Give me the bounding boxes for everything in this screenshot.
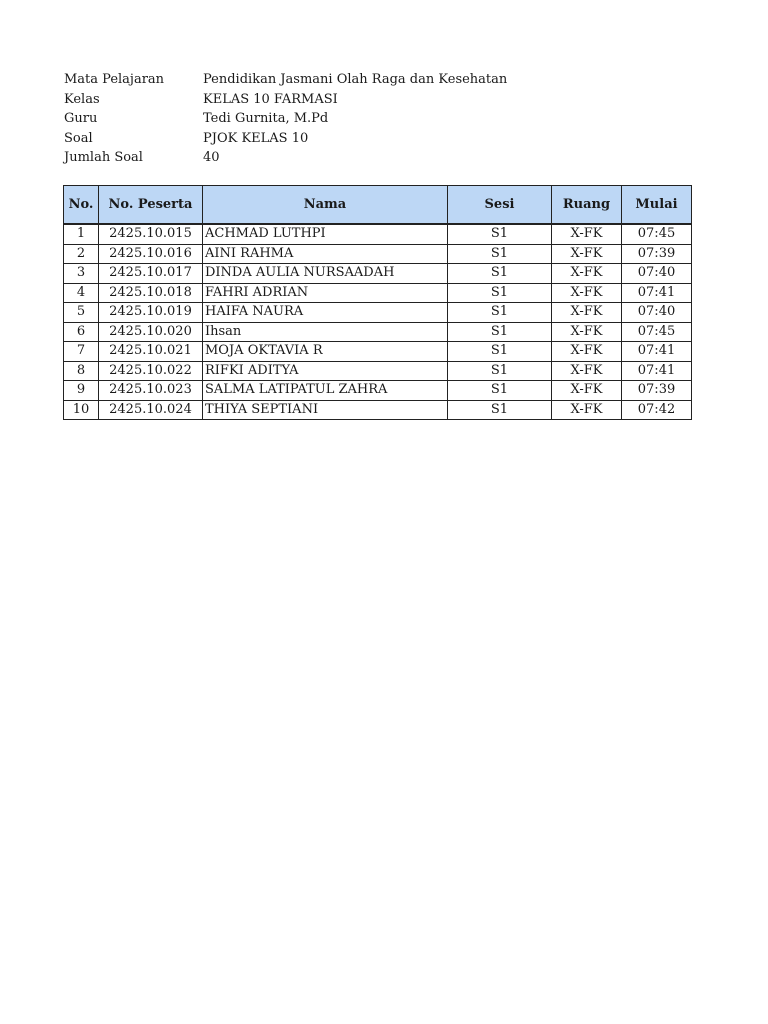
cell-room: X-FK <box>552 303 622 323</box>
cell-room: X-FK <box>552 400 622 420</box>
cell-start: 07:41 <box>622 361 692 381</box>
cell-participant-number: 2425.10.023 <box>99 381 203 401</box>
info-value: KELAS 10 FARMASI <box>203 91 338 107</box>
table-row <box>64 381 692 401</box>
info-label: Guru <box>64 111 98 126</box>
cell-start: 07:45 <box>622 322 692 342</box>
info-label: Mata Pelajaran <box>64 72 165 87</box>
info-value: PJOK KELAS 10 <box>203 130 309 146</box>
info-row-class <box>64 90 507 110</box>
table-row <box>64 283 692 303</box>
cell-participant-number: 2425.10.019 <box>99 303 203 323</box>
col-header-name: Nama <box>203 186 448 225</box>
cell-participant-number: 2425.10.016 <box>99 244 203 264</box>
cell-session: S1 <box>448 303 552 323</box>
table-row <box>64 264 692 284</box>
cell-session: S1 <box>448 361 552 381</box>
cell-name: RIFKI ADITYA <box>203 361 448 381</box>
cell-name: DINDA AULIA NURSAADAH <box>203 264 448 284</box>
cell-name: Ihsan <box>203 322 448 342</box>
info-value: Tedi Gurnita, M.Pd <box>203 111 329 126</box>
info-row-teacher <box>64 109 507 129</box>
info-label: Kelas <box>64 91 100 107</box>
cell-participant-number: 2425.10.020 <box>99 322 203 342</box>
cell-start: 07:41 <box>622 283 692 303</box>
cell-start: 07:39 <box>622 381 692 401</box>
cell-session: S1 <box>448 244 552 264</box>
cell-room: X-FK <box>552 264 622 284</box>
cell-session: S1 <box>448 224 552 244</box>
cell-room: X-FK <box>552 342 622 362</box>
cell-no: 10 <box>64 400 99 420</box>
col-header-session: Sesi <box>448 186 552 225</box>
cell-room: X-FK <box>552 361 622 381</box>
cell-participant-number: 2425.10.024 <box>99 400 203 420</box>
cell-room: X-FK <box>552 283 622 303</box>
cell-start: 07:40 <box>622 303 692 323</box>
cell-no: 8 <box>64 361 99 381</box>
info-row-subject <box>64 70 507 90</box>
cell-no: 7 <box>64 342 99 362</box>
cell-session: S1 <box>448 283 552 303</box>
cell-name: ACHMAD LUTHPI <box>203 224 448 244</box>
cell-name: THIYA SEPTIANI <box>203 400 448 420</box>
table-header-row <box>64 186 692 225</box>
cell-start: 07:40 <box>622 264 692 284</box>
info-row-question-count <box>64 148 507 168</box>
cell-no: 6 <box>64 322 99 342</box>
cell-session: S1 <box>448 400 552 420</box>
info-row-question-set <box>64 129 507 149</box>
participant-table <box>63 185 692 420</box>
cell-name: AINI RAHMA <box>203 244 448 264</box>
cell-no: 9 <box>64 381 99 401</box>
cell-no: 2 <box>64 244 99 264</box>
col-header-room: Ruang <box>552 186 622 225</box>
cell-no: 4 <box>64 283 99 303</box>
cell-no: 1 <box>64 224 99 244</box>
cell-room: X-FK <box>552 224 622 244</box>
cell-session: S1 <box>448 381 552 401</box>
table-row <box>64 303 692 323</box>
cell-session: S1 <box>448 264 552 284</box>
table-row <box>64 224 692 244</box>
cell-name: FAHRI ADRIAN <box>203 283 448 303</box>
cell-name: HAIFA NAURA <box>203 303 448 323</box>
cell-session: S1 <box>448 322 552 342</box>
info-value: 40 <box>203 150 220 165</box>
cell-participant-number: 2425.10.022 <box>99 361 203 381</box>
cell-name: MOJA OKTAVIA R <box>203 342 448 362</box>
col-header-start: Mulai <box>622 186 692 225</box>
cell-participant-number: 2425.10.017 <box>99 264 203 284</box>
table-row <box>64 322 692 342</box>
table-row <box>64 361 692 381</box>
info-value: Pendidikan Jasmani Olah Raga dan Kesehatan <box>203 72 508 87</box>
cell-room: X-FK <box>552 381 622 401</box>
cell-participant-number: 2425.10.015 <box>99 224 203 244</box>
info-label: Jumlah Soal <box>64 150 143 165</box>
cell-name: SALMA LATIPATUL ZAHRA <box>203 381 448 401</box>
col-header-participant-number: No. Peserta <box>99 186 203 225</box>
cell-room: X-FK <box>552 322 622 342</box>
info-label: Soal <box>64 130 93 146</box>
col-header-no: No. <box>64 186 99 225</box>
exam-info <box>64 70 507 168</box>
table-row <box>64 400 692 420</box>
cell-start: 07:45 <box>622 224 692 244</box>
cell-participant-number: 2425.10.021 <box>99 342 203 362</box>
cell-no: 3 <box>64 264 99 284</box>
cell-no: 5 <box>64 303 99 323</box>
cell-start: 07:41 <box>622 342 692 362</box>
cell-start: 07:42 <box>622 400 692 420</box>
table-row <box>64 342 692 362</box>
table-row <box>64 244 692 264</box>
cell-start: 07:39 <box>622 244 692 264</box>
cell-room: X-FK <box>552 244 622 264</box>
cell-session: S1 <box>448 342 552 362</box>
cell-participant-number: 2425.10.018 <box>99 283 203 303</box>
